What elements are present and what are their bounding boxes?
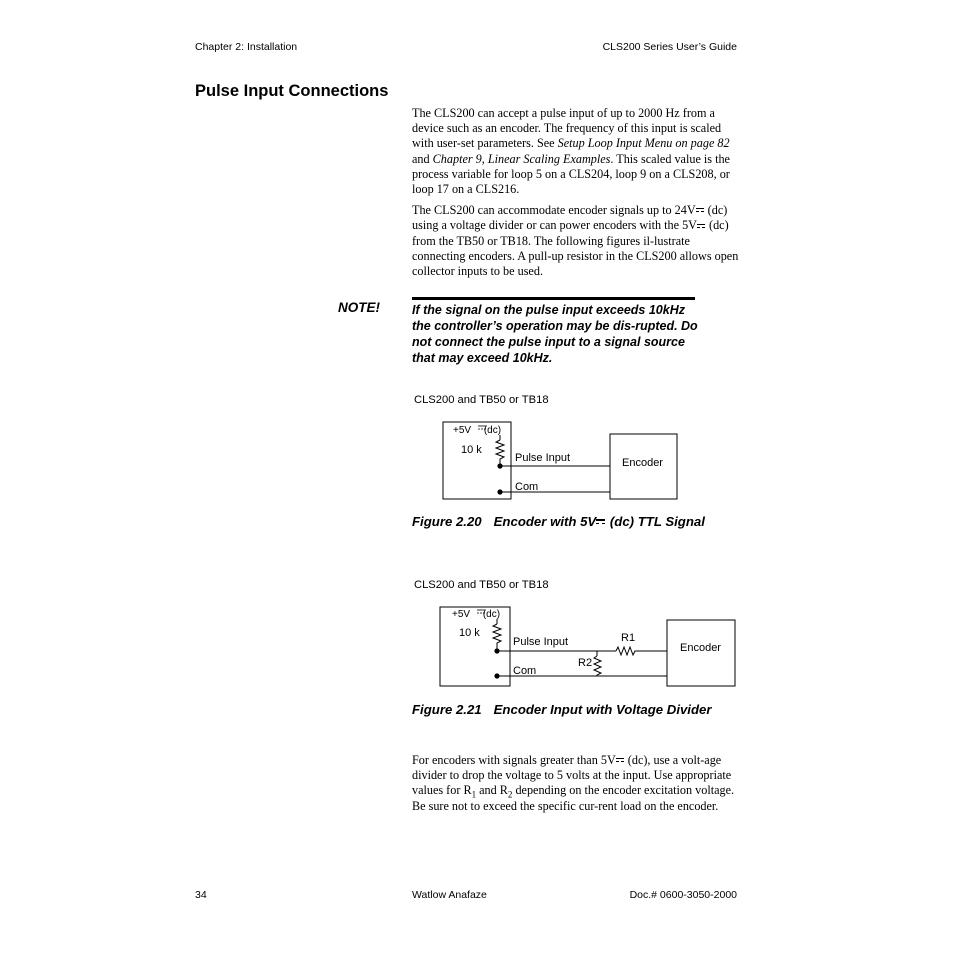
note-text: If the signal on the pulse input exceeds 10kHz the controller’s operation may be dis-rupted. Do not connect the pulse input to a signal source that may exceed 10kHz.	[412, 303, 698, 365]
supply-label: +5V (dc)	[452, 609, 501, 620]
figure-2-21-diagram	[430, 600, 740, 695]
dc-symbol-icon	[697, 224, 705, 230]
intro-p1-text-b: and	[412, 151, 433, 166]
dc-symbol-icon	[616, 758, 624, 764]
intro-p2-text-c: (dc) from the TB50 or TB18. The following figures il-lustrate connecting encoders. A pull-up resistor in the CLS200 allows open collector inputs to be used.	[412, 218, 739, 279]
dc-symbol-icon	[596, 519, 605, 526]
figure-2-20-board-label: CLS200 and TB50 or TB18	[414, 394, 549, 406]
com-label: Com	[515, 481, 539, 493]
figure-2-21-title: Encoder Input with Voltage Divider	[493, 702, 712, 717]
figure-2-20-title-a: Encoder with 5V	[493, 514, 597, 529]
r1-subscript: 1	[471, 789, 477, 800]
figure-2-21-board-label: CLS200 and TB50 or TB18	[414, 579, 549, 591]
figure-2-21-caption	[412, 702, 712, 717]
intro-p2-text-a: The CLS200 can accommodate encoder signals up to 24V	[412, 203, 696, 218]
footer-doc-number: Doc.# 0600-3050-2000	[629, 889, 737, 901]
pulse-input-label: Pulse Input	[515, 452, 571, 464]
setup-loop-input-menu-reference: Setup Loop Input Menu on page 82	[557, 136, 730, 151]
intro-text	[412, 106, 742, 279]
closing-paragraph	[412, 753, 742, 814]
encoder-label: Encoder	[622, 457, 663, 469]
r2-label: R2	[578, 657, 593, 669]
figure-2-20-diagram	[430, 415, 690, 510]
encoder-label: Encoder	[680, 642, 721, 654]
note-divider	[412, 297, 695, 300]
closing-text-b: (dc), use a volt-age divider to drop the voltage to 5 volts at the input. Use appropriate values for R	[412, 753, 732, 798]
figure-2-20-title-b: (dc) TTL Signal	[606, 514, 705, 529]
resistor-value-label: 10 k	[461, 444, 482, 456]
figure-2-20-caption	[412, 514, 705, 529]
r1-label: R1	[621, 632, 636, 644]
intro-p1-text-a: The CLS200 can accept a pulse input of up to 2000 Hz from a device such as an encoder. The frequency of this input is scaled with user-set parameters. See	[412, 106, 722, 151]
section-title: Pulse Input Connections	[195, 82, 389, 100]
intro-paragraph-1	[412, 106, 742, 197]
running-header-chapter: Chapter 2: Installation	[195, 41, 298, 53]
resistor-value-label: 10 k	[459, 627, 480, 639]
r2-resistor-icon	[594, 656, 601, 676]
linear-scaling-examples-reference: Chapter 9, Linear Scaling Examples	[432, 151, 611, 166]
intro-paragraph-2	[412, 203, 742, 279]
closing-text-c: and R	[476, 783, 508, 798]
closing-text-d: depending on the encoder excitation voltage. Be sure not to exceed the specific cur-rent load on the encoder.	[412, 783, 735, 813]
pulse-input-label: Pulse Input	[513, 636, 569, 648]
dc-symbol-icon	[696, 208, 704, 214]
note-label: NOTE!	[338, 300, 380, 315]
running-header-guide-title: CLS200 Series User’s Guide	[602, 41, 737, 53]
intro-p1-text-c: . This scaled value is the process variable for loop 5 on a CLS204, loop 9 on a CLS208, or loop 17 on a CLS216.	[412, 151, 730, 197]
r1-resistor-icon	[616, 647, 667, 655]
closing-text-a: For encoders with signals greater than 5V	[412, 753, 616, 767]
footer-company: Watlow Anafaze	[412, 889, 487, 901]
figure-2-20-number: Figure 2.20	[412, 514, 482, 529]
intro-p2-text-b: (dc) using a voltage divider or can power encoders with the 5V	[412, 203, 728, 233]
page-number: 34	[195, 889, 207, 901]
com-label: Com	[513, 665, 537, 677]
supply-label: +5V (dc)	[453, 425, 502, 436]
figure-2-21-number: Figure 2.21	[412, 702, 482, 717]
r2-subscript: 2	[507, 789, 513, 800]
pull-up-resistor-icon	[493, 624, 501, 651]
pull-up-resistor-icon	[496, 440, 504, 465]
